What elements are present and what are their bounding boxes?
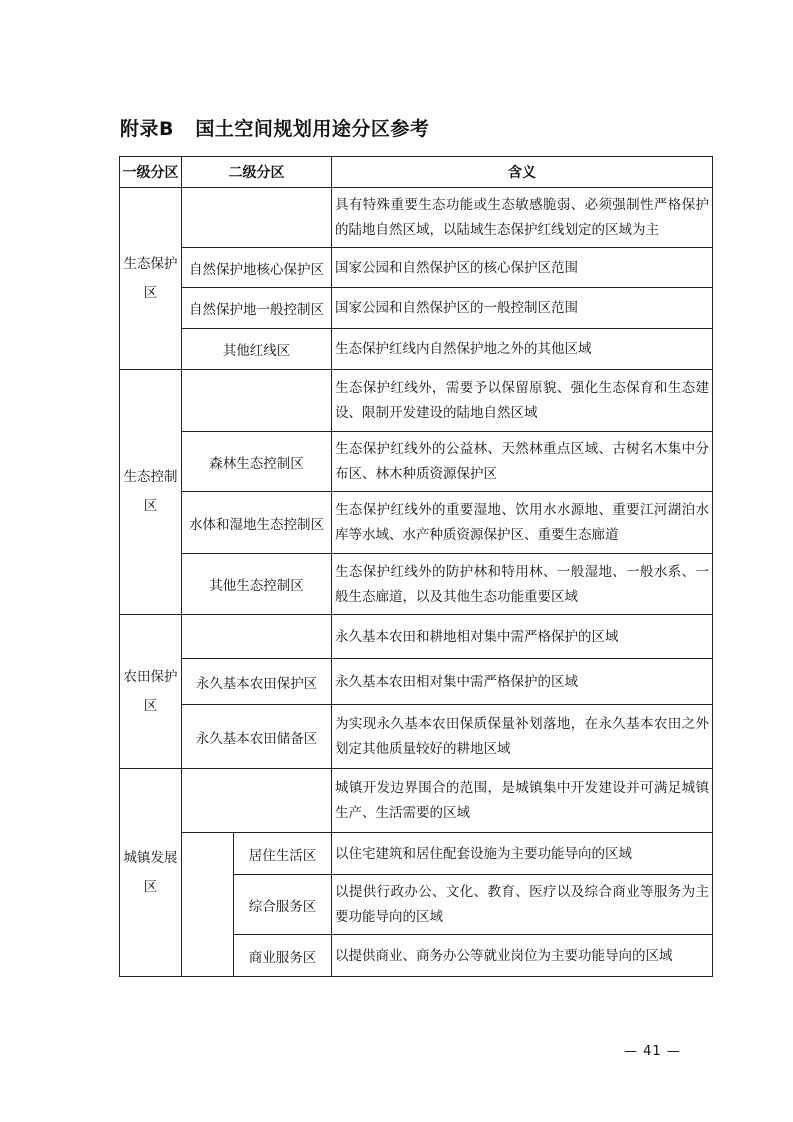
table-row (120, 329, 713, 370)
header-meaning: 含义 (332, 157, 713, 188)
header-level1: 一级分区 (120, 157, 182, 188)
level2-zone: 永久基本农田储备区 (182, 705, 332, 769)
zone-meaning: 生态保护红线外，需要予以保留原貌、强化生态保育和生态建设、限制开发建设的陆地自然区域 (332, 370, 713, 432)
table-row (120, 615, 713, 659)
level2-zone: 其他红线区 (182, 329, 332, 370)
level2-zone-empty (182, 188, 332, 248)
page-title: 附录B 国土空间规划用途分区参考 (120, 118, 430, 140)
table-row (120, 288, 713, 329)
table-row (120, 188, 713, 248)
zone-meaning: 永久基本农田和耕地相对集中需严格保护的区域 (332, 615, 713, 659)
zone-meaning: 具有特殊重要生态功能或生态敏感脆弱、必须强制性严格保护的陆地自然区域，以陆域生态保护红线划定的区域为主 (332, 188, 713, 248)
zone-meaning: 生态保护红线外的公益林、天然林重点区域、古树名木集中分布区、林木种质资源保护区 (332, 432, 713, 492)
table-row (120, 248, 713, 288)
level2-zone: 森林生态控制区 (182, 432, 332, 492)
level3-zone: 商业服务区 (234, 935, 332, 977)
zone-meaning: 永久基本农田相对集中需严格保护的区域 (332, 659, 713, 705)
level2-zone-empty (182, 370, 332, 432)
level3-zone: 居住生活区 (234, 833, 332, 875)
table-row (120, 769, 713, 833)
table-row (120, 492, 713, 554)
level2-zone: 水体和湿地生态控制区 (182, 492, 332, 554)
zone-meaning: 国家公园和自然保护区的核心保护区范围 (332, 248, 713, 288)
table-header-row (120, 157, 713, 188)
table-row (120, 833, 713, 875)
zoning-table (119, 156, 713, 977)
level1-zone: 生态控制区 (120, 370, 182, 615)
zone-meaning: 以住宅建筑和居住配套设施为主要功能导向的区域 (332, 833, 713, 875)
zone-meaning: 生态保护红线内自然保护地之外的其他区域 (332, 329, 713, 370)
level3-zone: 综合服务区 (234, 875, 332, 935)
zone-meaning: 以提供商业、商务办公等就业岗位为主要功能导向的区域 (332, 935, 713, 977)
level2-zone: 永久基本农田保护区 (182, 659, 332, 705)
page-number: — 41 — (624, 1044, 681, 1059)
level2-zone-empty (182, 615, 332, 659)
level1-zone: 生态保护区 (120, 188, 182, 370)
header-level2: 二级分区 (182, 157, 332, 188)
zone-meaning: 以提供行政办公、文化、教育、医疗以及综合商业等服务为主要功能导向的区域 (332, 875, 713, 935)
level2-group-empty (182, 833, 234, 977)
zone-meaning: 城镇开发边界围合的范围，是城镇集中开发建设并可满足城镇生产、生活需要的区域 (332, 769, 713, 833)
zone-meaning: 为实现永久基本农田保质保量补划落地，在永久基本农田之外划定其他质量较好的耕地区域 (332, 705, 713, 769)
table-row (120, 554, 713, 615)
level2-zone: 自然保护地一般控制区 (182, 288, 332, 329)
level1-zone: 城镇发展区 (120, 769, 182, 977)
table-row (120, 659, 713, 705)
level2-zone: 自然保护地核心保护区 (182, 248, 332, 288)
table-row (120, 370, 713, 432)
level2-zone: 其他生态控制区 (182, 554, 332, 615)
zone-meaning: 生态保护红线外的重要湿地、饮用水水源地、重要江河湖泊水库等水域、水产种质资源保护区、重要生态廊道 (332, 492, 713, 554)
table-row (120, 432, 713, 492)
level2-zone-empty (182, 769, 332, 833)
zone-meaning: 生态保护红线外的防护林和特用林、一般湿地、一般水系、一般生态廊道，以及其他生态功能重要区域 (332, 554, 713, 615)
table-row (120, 705, 713, 769)
level1-zone: 农田保护区 (120, 615, 182, 769)
zone-meaning: 国家公园和自然保护区的一般控制区范围 (332, 288, 713, 329)
